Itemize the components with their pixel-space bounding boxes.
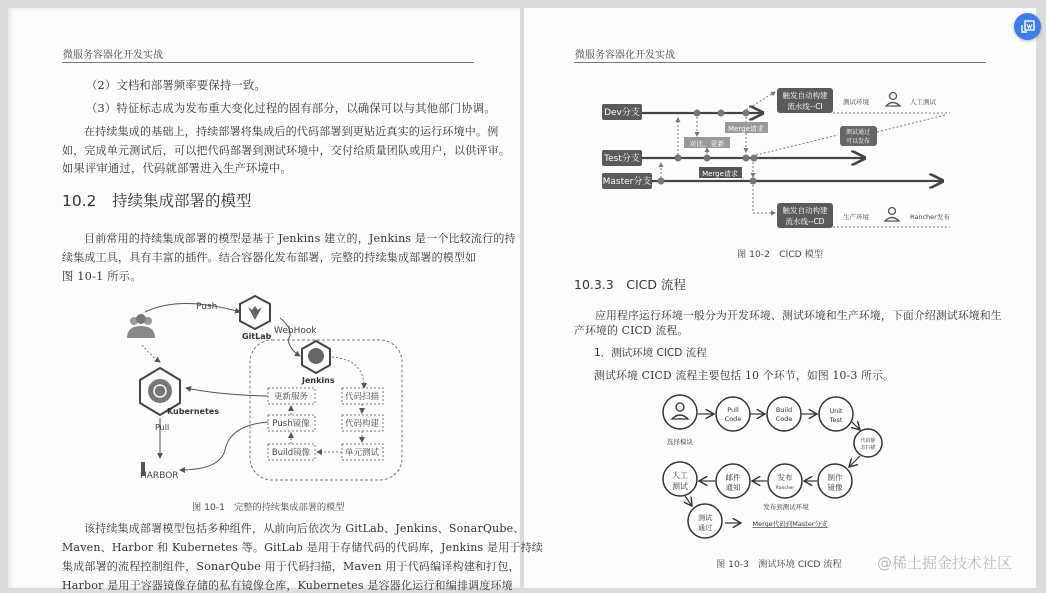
step-build-code — [767, 397, 801, 431]
svg-text:Merge请求: Merge请求 — [702, 170, 738, 178]
svg-text:Test分支: Test分支 — [604, 154, 640, 164]
merge-to-master-label: Merge代码到Master分支 — [752, 520, 828, 528]
paragraph-line: 测试环境 CICD 流程主要包括 10 个环节，如图 10-3 所示。 — [594, 369, 895, 382]
svg-text:态扫描: 态扫描 — [860, 445, 876, 451]
svg-text:通知: 通知 — [725, 483, 741, 492]
prod-env-label: 生产环境 — [843, 213, 869, 221]
svg-text:代码静: 代码静 — [860, 438, 876, 444]
svg-text:选择模块: 选择模块 — [667, 438, 693, 446]
webhook-label: WebHook — [274, 326, 317, 336]
svg-text:Master分支: Master分支 — [602, 177, 652, 187]
paragraph-line: 目前常用的持续集成部署的模型是基于 Jenkins 建立的，Jenkins 是一个比较流行的持 — [84, 232, 516, 245]
jenkins-label: Jenkins — [302, 376, 335, 385]
svg-text:Unit: Unit — [829, 407, 843, 415]
svg-text:测试通过: 测试通过 — [845, 129, 871, 136]
rancher-label: Rancher发布 — [910, 213, 950, 221]
svg-text:Dev分支: Dev分支 — [604, 108, 640, 118]
push-label: Push — [196, 302, 218, 312]
translate-document-button[interactable] — [1014, 13, 1041, 40]
running-header-left: 微服务容器化开发实战 — [63, 50, 163, 61]
paragraph-line: 该持续集成部署模型包括多种组件，从前向后依次为 GitLab、Jenkins、SonarQube、 — [84, 522, 525, 535]
svg-text:可以发布: 可以发布 — [845, 138, 871, 145]
svg-text:Build: Build — [775, 406, 793, 414]
svg-text:Build镜像: Build镜像 — [271, 448, 311, 458]
svg-text:测试: 测试 — [672, 482, 688, 491]
svg-text:触发自动构建: 触发自动构建 — [782, 91, 828, 100]
svg-text:Code: Code — [775, 415, 793, 423]
manual-test-label: 人工测试 — [910, 98, 936, 106]
paragraph-line: Harbor 是用于容器镜像存储的私有镜像仓库，Kubernetes 是容器化运行和编排调度环境 — [62, 579, 513, 592]
section-heading: 10.2 持续集成部署的模型 — [62, 192, 252, 210]
svg-text:单元测试: 单元测试 — [344, 448, 380, 458]
svg-text:HARBOR: HARBOR — [140, 471, 179, 481]
document-convert-icon — [1021, 20, 1035, 34]
figure-caption: 图 10-2 CICD 模型 — [737, 249, 824, 260]
paragraph-line: 应用程序运行环境一般分为开发环境、测试环境和生产环境，下面介绍测试环境和生 — [595, 309, 1002, 322]
svg-text:发布到测试环境: 发布到测试环境 — [763, 503, 809, 511]
paragraph-line: 产环境的 CICD 流程。 — [574, 324, 689, 337]
svg-text:流水线--CI: 流水线--CI — [787, 102, 823, 111]
step-pull-code — [716, 397, 750, 431]
svg-text:对比、更新: 对比、更新 — [689, 140, 725, 148]
watermark: @稀土掘金技术社区 — [877, 554, 1013, 572]
svg-text:发布: 发布 — [777, 473, 793, 482]
paragraph-line: 如，完成单元测试后，可以把代码部署到测试环境中，交付给质量团队或用户，以供评审。 — [62, 144, 510, 157]
svg-text:Rancher: Rancher — [775, 486, 795, 491]
running-header-right: 微服务容器化开发实战 — [575, 50, 675, 61]
paragraph-line: Maven、Harbor 和 Kubernetes 等。GitLab 是用于存储代码的代码库，Jenkins 是用于持续 — [62, 541, 544, 554]
svg-text:Pull: Pull — [727, 406, 739, 414]
subheading: 1．测试环境 CICD 流程 — [594, 347, 707, 359]
kubernetes-label: Kubernetes — [167, 407, 219, 416]
svg-text:通过: 通过 — [698, 524, 712, 532]
list-item: （3）特征标志成为发布重大变化过程的固有部分，以确保可以与其他部门协调。 — [86, 102, 496, 115]
paragraph-line: 续集成工具，具有丰富的插件。结合容器化发布部署，完整的持续集成部署的模型如 — [62, 251, 477, 264]
svg-text:Merge请求: Merge请求 — [728, 125, 764, 133]
svg-text:人工: 人工 — [672, 471, 688, 480]
test-env-label: 测试环境 — [843, 98, 869, 106]
svg-text:代码构建: 代码构建 — [344, 419, 380, 429]
svg-text:Push镜像: Push镜像 — [272, 419, 310, 429]
figure-caption: 图 10-1 完整的持续集成部署的模型 — [192, 502, 345, 513]
svg-text:邮件: 邮件 — [725, 473, 741, 482]
svg-text:测试: 测试 — [698, 514, 712, 522]
figure-caption: 图 10-3 测试环境 CICD 流程 — [716, 559, 842, 570]
svg-text:制作: 制作 — [827, 473, 843, 482]
svg-text:镜像: 镜像 — [827, 483, 843, 492]
gitlab-label: GitLab — [242, 332, 272, 341]
paragraph-line: 集成部署的流程控制组件，SonarQube 用于代码扫描，Maven 用于代码编译构建和打包， — [62, 560, 520, 573]
list-item: （2）文档和部署频率要保持一致。 — [86, 79, 266, 92]
step-select-module — [663, 395, 697, 429]
svg-text:更新服务: 更新服务 — [273, 392, 309, 402]
section-heading: 10.3.3 CICD 流程 — [574, 277, 686, 292]
paragraph-line: 在持续集成的基础上，持续部署将集成后的代码部署到更贴近真实的运行环境中。例 — [84, 125, 499, 138]
svg-text:Test: Test — [829, 416, 843, 424]
svg-text:代码扫描: 代码扫描 — [344, 392, 380, 402]
svg-text:流水线--CD: 流水线--CD — [785, 217, 825, 226]
svg-text:Code: Code — [724, 415, 742, 423]
paragraph-line: 如果评审通过，代码就部署进入生产环境中。 — [62, 162, 292, 175]
svg-text:触发自动构建: 触发自动构建 — [782, 206, 828, 215]
paragraph-line: 图 10-1 所示。 — [62, 270, 142, 283]
pull-label: Pull — [155, 423, 170, 432]
